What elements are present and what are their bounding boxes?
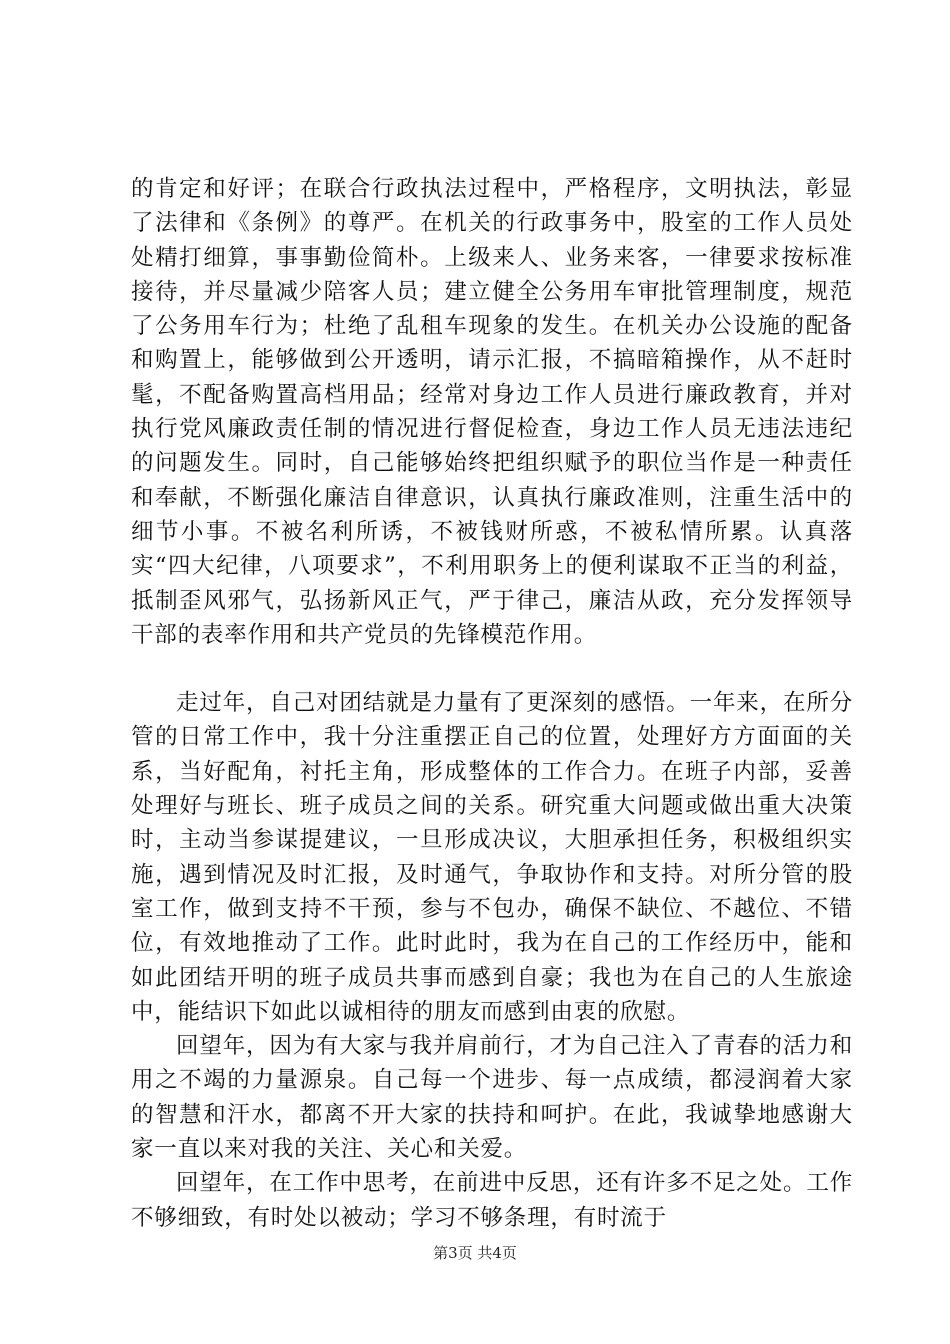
paragraph-unity: 走过年，自己对团结就是力量有了更深刻的感悟。一年来，在所分管的日常工作中，我十分注重摆正自己的位置，处理好方方面面的关系，当好配角，衬托主角，形成整体的工作合力。在班子内部，妥善处理好与班长、班子成员之间的关系。研究重大问题或做出重大决策时，主动当参谋提建议，一旦形成决议，大胆承担任务，积极组织实施，遇到情况及时汇报，及时通气，争取协作和支持。对所分管的股室工作，做到支持不干预，参与不包办，确保不缺位、不越位、不错位，有效地推动了工作。此时此时，我为在自己的工作经历中，能和如此团结开明的班子成员共事而感到自豪；我也为在自己的人生旅途中，能结识下如此以诚相待的朋友而感到由衷的欣慰。 (131, 690, 853, 1025)
paragraph-gratitude: 回望年，因为有大家与我并肩前行，才为自己注入了青春的活力和用之不竭的力量源泉。自己每一个进步、每一点成绩，都浸润着大家的智慧和汗水，都离不开大家的扶持和呵护。在此，我诚挚地感谢大家一直以来对我的关注、关心和关爱。 (131, 1033, 853, 1163)
paragraph-integrity: 的肯定和好评；在联合行政执法过程中，严格程序，文明执法，彰显了法律和《条例》的尊严。在机关的行政事务中，股室的工作人员处处精打细算，事事勤俭简朴。上级来人、业务来客，一律要求按标准接待，并尽量减少陪客人员；建立健全公务用车审批管理制度，规范了公务用车行为；杜绝了乱租车现象的发生。在机关办公设施的配备和购置上，能够做到公开透明，请示汇报，不搞暗箱操作，从不赶时髦，不配备购置高档用品；经常对身边工作人员进行廉政教育，并对执行党风廉政责任制的情况进行督促检查，身边工作人员无违法违纪的问题发生。同时，自己能够始终把组织赋予的职位当作是一种责任和奉献，不断强化廉洁自律意识，认真执行廉政准则，注重生活中的细节小事。不被名利所诱，不被钱财所惑，不被私情所累。认真落实“四大纪律，八项要求”，不利用职务上的便利谋取不正当的利益，抵制歪风邪气，弘扬新风正气，严于律己，廉洁从政，充分发挥领导干部的表率作用和共产党员的先锋模范作用。 (131, 176, 853, 648)
paragraph-shortcomings: 回望年，在工作中思考，在前进中反思，还有许多不足之处。工作不够细致，有时处以被动；学习不够条理，有时流于 (131, 1170, 853, 1231)
page-footer: 第3页 共4页 (433, 1244, 517, 1262)
body-text (131, 172, 853, 1235)
